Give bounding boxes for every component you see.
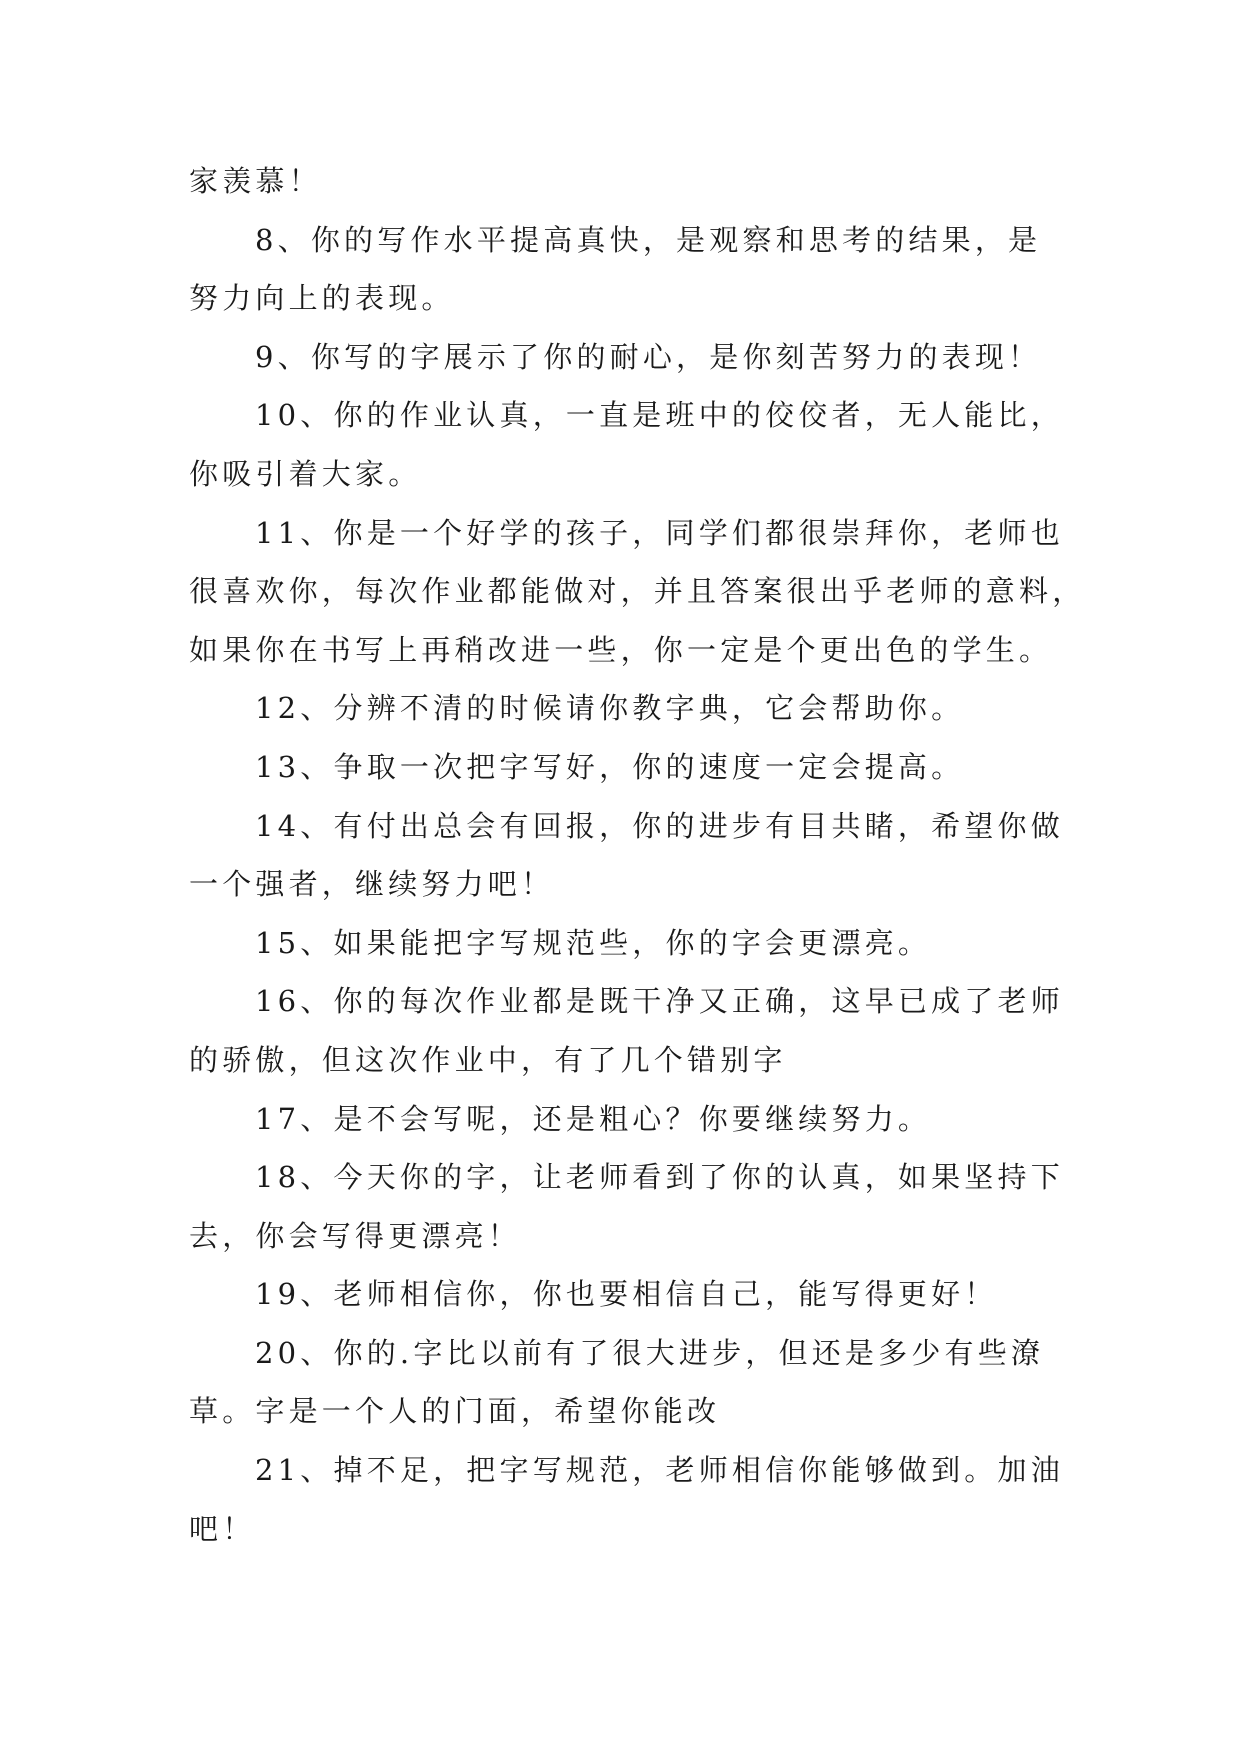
text-line: 18、今天你的字，让老师看到了你的认真，如果坚持下 [255,1160,1064,1195]
text-line: 15、如果能把字写规范些，你的字会更漂亮。 [255,925,932,960]
text-line: 一个强者，继续努力吧！ [189,867,555,902]
text-line: 家羡慕！ [189,164,322,198]
document-page [189,152,1086,1558]
text-line: 11、你是一个好学的孩子，同学们都很崇拜你，老师也 [255,515,1064,550]
text-line: 如果你在书写上再稍改进一些，你一定是个更出色的学生。 [189,632,1053,667]
text-line: 13、争取一次把字写好，你的速度一定会提高。 [255,749,965,784]
text-line: 的骄傲，但这次作业中，有了几个错别字 [189,1042,787,1077]
text-line: 14、有付出总会有回报，你的进步有目共睹，希望你做 [255,808,1064,843]
text-line: 17、是不会写呢，还是粗心？你要继续努力。 [255,1101,932,1136]
text-line: 9、你写的字展示了你的耐心，是你刻苦努力的表现！ [255,339,1042,374]
text-line: 16、你的每次作业都是既干净又正确，这早已成了老师 [255,984,1064,1019]
text-line: 努力向上的表现。 [189,281,455,316]
text-line: 20、你的.字比以前有了很大进步，但还是多少有些潦 [255,1335,1045,1370]
text-line: 去，你会写得更漂亮！ [189,1218,522,1253]
text-line: 19、老师相信你，你也要相信自己，能写得更好！ [255,1277,998,1312]
text-line: 21、掉不足，把字写规范，老师相信你能够做到。加油 [255,1453,1064,1488]
text-line: 吧！ [189,1511,256,1546]
text-line: 很喜欢你，每次作业都能做对，并且答案很出乎老师的意料， [189,574,1086,609]
text-line: 你吸引着大家。 [189,456,422,491]
text-line: 草。字是一个人的门面，希望你能改 [189,1394,721,1429]
text-line: 8、你的写作水平提高真快，是观察和思考的结果，是 [255,222,1042,257]
text-line: 10、你的作业认真，一直是班中的佼佼者，无人能比， [255,398,1064,433]
text-line: 12、分辨不清的时候请你教字典，它会帮助你。 [255,691,965,726]
